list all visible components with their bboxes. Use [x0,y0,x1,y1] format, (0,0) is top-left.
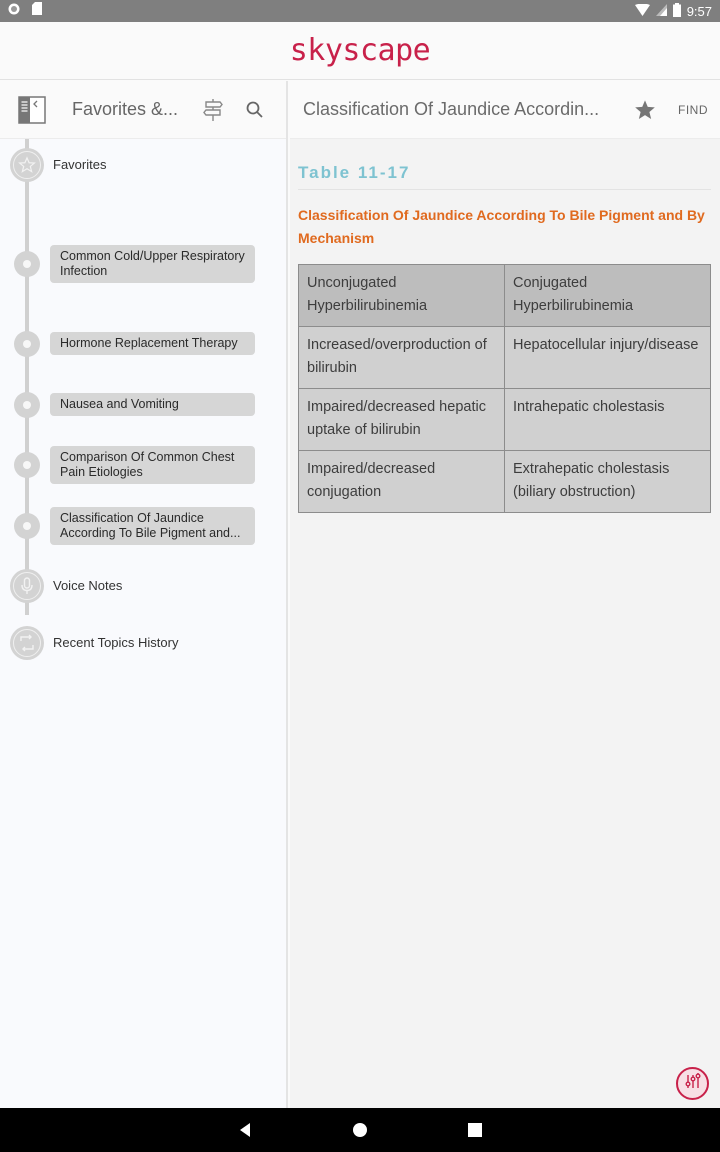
settings-sliders-icon [683,1071,703,1096]
table-header-cell: Conjugated Hyperbilirubinemia [505,265,711,327]
panel-title: Favorites &... [72,99,179,119]
search-icon[interactable] [245,100,265,120]
section-label: Favorites [53,157,107,172]
timeline-node [14,513,40,539]
table-cell: Increased/overproduction of bilirubin [299,327,505,389]
table-caption: Classification Of Jaundice According To Bile Pigment and By Mechanism [298,207,705,246]
timeline-node [14,251,40,277]
document-content [290,139,720,513]
left-toolbar [0,81,286,139]
recents-button[interactable] [468,1122,482,1143]
microphone-icon [10,569,44,603]
table-number: Table 11-17 [298,163,711,190]
table-row [299,389,711,451]
favorites-panel [0,81,288,1108]
table-cell: Impaired/decreased conjugation [299,451,505,513]
toggle-panel-icon[interactable] [18,96,46,124]
table-cell: Hepatocellular injury/disease [505,327,711,389]
table-row [299,327,711,389]
timeline-line [25,139,29,615]
section-label: Voice Notes [53,578,123,593]
table-cell: Extrahepatic cholestasis (biliary obstruction) [505,451,711,513]
document-panel [290,81,720,1108]
cellular-icon [656,4,667,19]
timeline-node [14,331,40,357]
star-icon [10,148,44,182]
document-title: Classification Of Jaundice Accordin... [303,99,600,119]
favorite-item-label: Nausea and Vomiting [50,393,255,416]
table-cell: Impaired/decreased hepatic uptake of bilirubin [299,389,505,451]
favorite-item-label: Classification Of Jaundice According To Bile Pigment and... [50,507,255,545]
table-cell: Intrahepatic cholestasis [505,389,711,451]
jaundice-table [298,264,711,513]
wifi-icon [635,4,650,19]
system-nav-bar [0,1108,720,1152]
timeline-node [14,392,40,418]
app-header [0,22,720,80]
history-icon [10,626,44,660]
section-recent-topics[interactable] [0,626,288,660]
section-favorites[interactable] [0,148,288,182]
status-bar [0,0,720,22]
table-header-cell: Unconjugated Hyperbilirubinemia [299,265,505,327]
timeline-node [14,452,40,478]
favorite-item-label: Comparison Of Common Chest Pain Etiologies [50,446,255,484]
section-voice-notes[interactable] [0,569,288,603]
record-icon [8,2,20,20]
find-button[interactable]: FIND [678,102,708,117]
right-toolbar [290,81,720,139]
favorite-item-label: Common Cold/Upper Respiratory Infection [50,245,255,283]
sd-card-icon [32,2,42,20]
signpost-icon[interactable] [201,98,225,122]
battery-icon [673,3,681,20]
settings-fab[interactable] [676,1067,709,1100]
table-header-row [299,265,711,327]
table-row [299,451,711,513]
clock: 9:57 [686,3,712,19]
section-label: Recent Topics History [53,635,179,650]
skyscape-logo: skyscape [289,33,431,68]
star-icon[interactable] [634,99,656,121]
back-button[interactable] [238,1122,252,1143]
home-button[interactable] [352,1122,368,1143]
favorite-item-label: Hormone Replacement Therapy [50,332,255,355]
